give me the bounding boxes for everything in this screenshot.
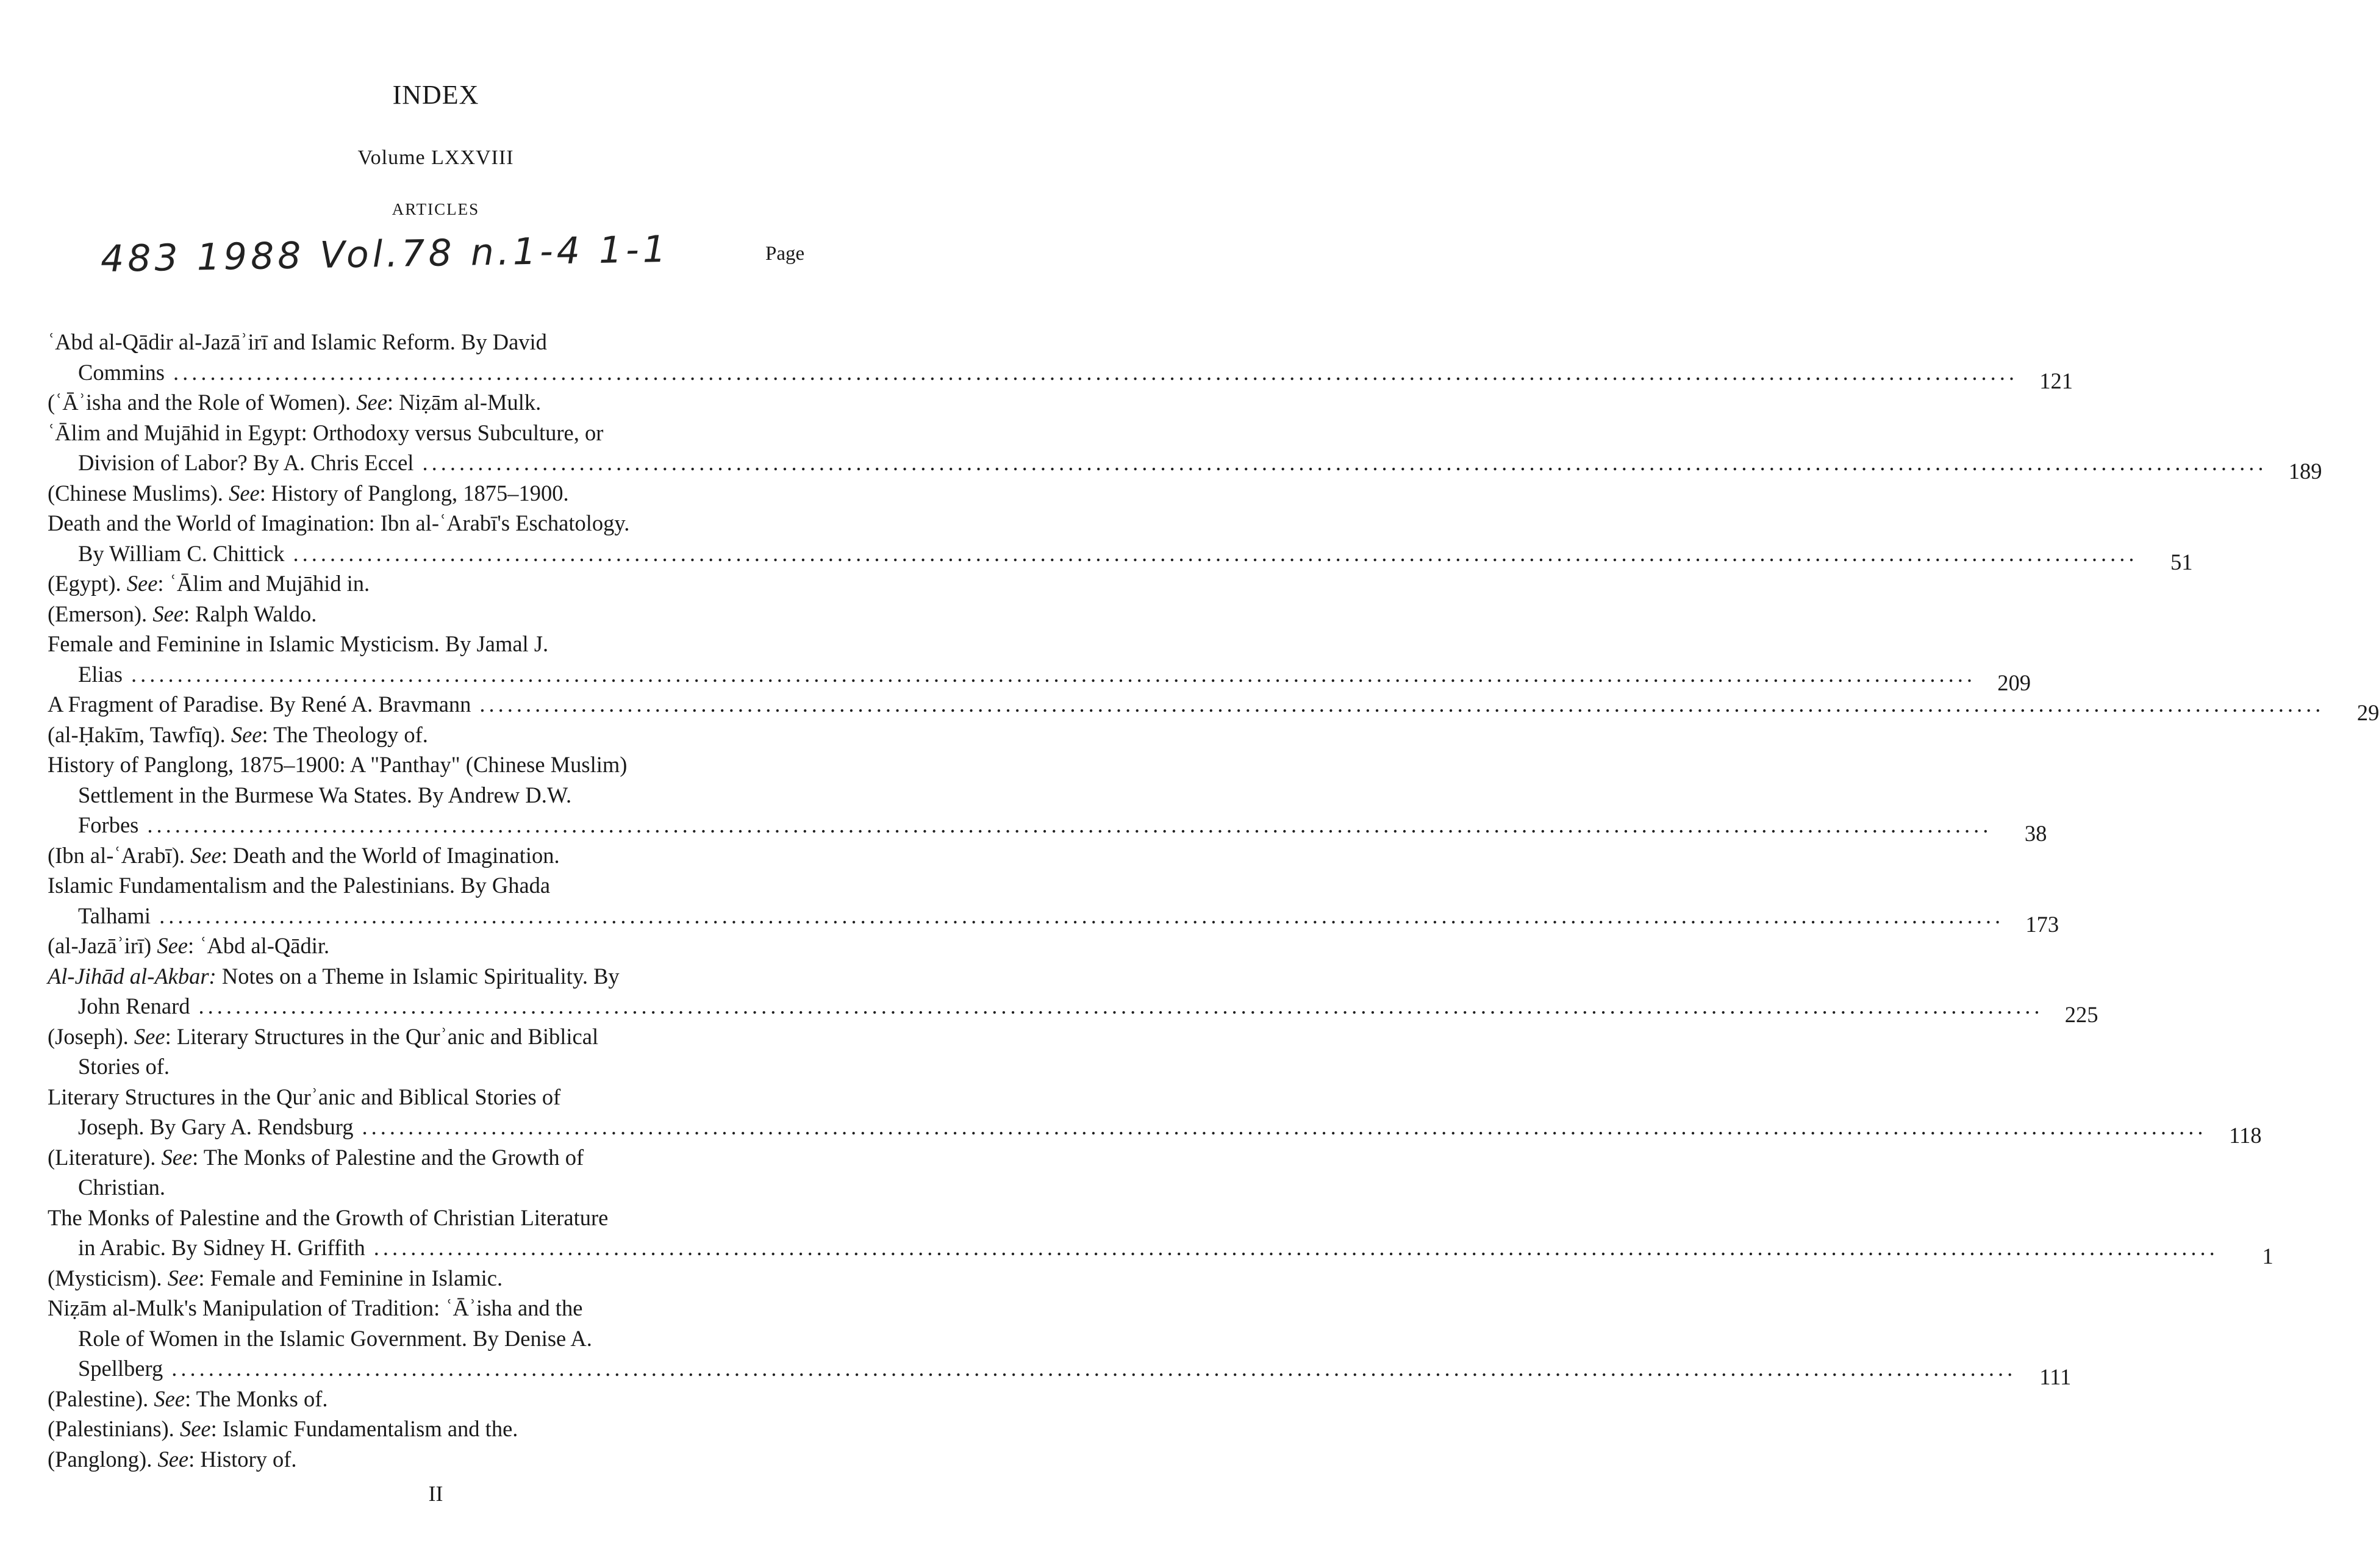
page-reference: 121 xyxy=(2039,368,2073,393)
cross-ref-topic: (Panglong). xyxy=(48,1446,158,1472)
entry-text: ʿĀlim and Mujāhid in Egypt: Orthodoxy versus Subculture, or xyxy=(48,420,604,445)
index-line-text xyxy=(48,873,550,898)
cross-ref-topic: (Ibn al-ʿArabī). xyxy=(48,842,191,868)
dot-leader: ........................................................................................................................................................................................................ xyxy=(131,661,1976,687)
index-line-text xyxy=(48,601,317,626)
page-reference: 38 xyxy=(2024,821,2047,846)
index-line xyxy=(48,901,2059,937)
see-keyword: See xyxy=(167,1265,199,1291)
index-line-text xyxy=(48,1416,518,1441)
index-line-text xyxy=(78,810,138,840)
cross-ref-topic: (al-Ḥakīm, Tawfīq). xyxy=(48,721,231,747)
cross-ref-target: : ʿAbd al-Qādir. xyxy=(187,933,330,958)
cross-ref-target: : The Monks of Palestine and the Growth of xyxy=(192,1144,584,1170)
index-line-text xyxy=(78,901,151,931)
see-keyword: See xyxy=(126,571,158,596)
cross-ref-topic: (al-Jazāʾirī) xyxy=(48,933,157,958)
index-line-text xyxy=(48,933,329,958)
see-keyword: See xyxy=(154,1386,185,1411)
see-keyword: See xyxy=(157,933,188,958)
index-line xyxy=(48,1142,822,1173)
page-title: INDEX xyxy=(392,80,479,110)
index-line xyxy=(48,991,2098,1027)
cross-ref-topic: (Emerson). xyxy=(48,601,153,626)
index-line-text xyxy=(78,357,165,388)
index-line-text xyxy=(48,1265,503,1291)
dot-leader: ........................................................................................................................................................................................................ xyxy=(422,450,2267,475)
index-line-text xyxy=(48,510,629,535)
see-keyword: See xyxy=(231,721,262,747)
index-line-text xyxy=(48,843,560,868)
index-line xyxy=(48,780,822,811)
cross-ref-target: : Ralph Waldo. xyxy=(183,601,317,626)
entry-text: Settlement in the Burmese Wa States. By Andrew D.W. xyxy=(78,782,572,807)
see-keyword: See xyxy=(190,842,221,868)
index-line xyxy=(48,1414,822,1444)
italic-title: Al-Jihād al-Akbar: xyxy=(48,963,216,989)
dot-leader: ........................................................................................................................................................................................................ xyxy=(173,359,2018,385)
entry-text: in Arabic. By Sidney H. Griffith xyxy=(78,1235,365,1260)
dot-leader: ........................................................................................................................................................................................................ xyxy=(147,812,1992,837)
index-line-text xyxy=(48,420,603,445)
index-line-text xyxy=(48,964,620,989)
dot-leader: ........................................................................................................................................................................................................ xyxy=(362,1114,2207,1139)
index-line xyxy=(48,659,2031,695)
page-reference: 225 xyxy=(2064,1002,2098,1027)
index-line-text xyxy=(48,571,370,596)
dot-leader: ........................................................................................................................................................................................................ xyxy=(171,1356,2017,1381)
index-line-text xyxy=(48,631,548,656)
page-reference: 29 xyxy=(2356,700,2379,725)
cross-ref-topic: (Chinese Muslims). xyxy=(48,480,229,506)
index-line xyxy=(48,1323,822,1354)
entry-text: Notes on a Theme in Islamic Spirituality. By xyxy=(216,963,620,989)
cross-ref-target: : Death and the World of Imagination. xyxy=(221,842,560,868)
index-line xyxy=(48,961,822,992)
see-keyword: See xyxy=(229,480,260,506)
index-line xyxy=(48,418,822,448)
entry-text: Commins xyxy=(78,359,165,385)
cross-ref-topic: (ʿĀʾisha and the Role of Women). xyxy=(48,390,357,415)
page-reference: 209 xyxy=(1997,670,2031,695)
index-line-text xyxy=(78,1326,592,1351)
cross-ref-target: : History of. xyxy=(188,1446,297,1472)
index-line xyxy=(48,629,822,659)
entry-text: John Renard xyxy=(78,993,190,1018)
cross-ref-target: : Female and Feminine in Islamic. xyxy=(198,1265,503,1291)
index-line xyxy=(48,720,822,750)
entry-text: Death and the World of Imagination: Ibn al-ʿArabī's Eschatology. xyxy=(48,510,630,535)
index-line xyxy=(48,387,822,418)
see-keyword: See xyxy=(152,601,184,626)
entry-text: Forbes xyxy=(78,812,139,837)
see-keyword: See xyxy=(356,390,387,415)
index-line xyxy=(48,508,822,539)
dot-leader: ........................................................................................................................................................................................................ xyxy=(479,692,2325,717)
entry-text: Female and Feminine in Islamic Mysticism. By Jamal J. xyxy=(48,631,549,656)
index-line-text xyxy=(48,752,627,777)
dot-leader: ........................................................................................................................................................................................................ xyxy=(373,1235,2219,1260)
entry-text: Talhami xyxy=(78,903,151,928)
page-reference: 118 xyxy=(2229,1123,2262,1148)
entry-text: Christian. xyxy=(78,1175,165,1200)
page-reference: 111 xyxy=(2039,1364,2072,1389)
entry-text: The Monks of Palestine and the Growth of Christian Literature xyxy=(48,1205,609,1230)
index-line xyxy=(48,448,2322,484)
page-column-label: Page xyxy=(765,243,805,265)
index-line-text xyxy=(78,782,571,807)
index-line xyxy=(48,931,822,961)
index-line xyxy=(48,539,2193,575)
entry-text: Division of Labor? By A. Chris Eccel xyxy=(78,450,414,475)
index-line-text xyxy=(78,1353,163,1384)
index-line xyxy=(48,1444,822,1475)
cross-ref-topic: (Egypt). xyxy=(48,571,127,596)
index-line-text xyxy=(48,689,471,720)
index-line xyxy=(48,1293,822,1323)
page-reference: 173 xyxy=(2025,911,2059,937)
index-line xyxy=(48,1112,2262,1148)
index-line-text xyxy=(48,390,541,415)
volume-heading: Volume LXXVIII xyxy=(357,146,514,169)
dot-leader: ........................................................................................................................................................................................................ xyxy=(159,903,2005,928)
handwritten-call-number: 483 1988 Vol.78 n.1-4 1-1 xyxy=(100,227,670,281)
page-reference: 51 xyxy=(2170,549,2193,575)
index-line-text xyxy=(48,481,569,506)
cross-ref-target: : Islamic Fundamentalism and the. xyxy=(210,1416,518,1441)
cross-ref-topic: (Joseph). xyxy=(48,1023,134,1049)
index-line-text xyxy=(48,329,547,354)
see-keyword: See xyxy=(134,1023,165,1049)
index-line xyxy=(48,1082,822,1112)
see-keyword: See xyxy=(161,1144,193,1170)
index-line xyxy=(48,1384,822,1414)
cross-ref-topic: (Literature). xyxy=(48,1144,162,1170)
index-line xyxy=(48,1353,2072,1389)
index-line-text xyxy=(78,1233,365,1263)
index-line xyxy=(48,810,2047,846)
index-line xyxy=(48,568,822,599)
index-line-text xyxy=(78,1175,165,1200)
entry-text: ʿAbd al-Qādir al-Jazāʾirī and Islamic Reform. By David xyxy=(48,329,547,354)
index-line-text xyxy=(48,1084,560,1109)
cross-ref-topic: (Mysticism). xyxy=(48,1265,168,1291)
cross-ref-target: : The Monks of. xyxy=(185,1386,328,1411)
entry-text: By William C. Chittick xyxy=(78,540,285,566)
index-line-text xyxy=(48,1447,297,1472)
index-line-text xyxy=(48,1205,608,1230)
index-line xyxy=(48,357,2073,393)
entry-text: Role of Women in the Islamic Government. By Denise A. xyxy=(78,1325,592,1351)
index-line xyxy=(48,327,822,357)
entry-text: History of Panglong, 1875–1900: A "Panthay" (Chinese Muslim) xyxy=(48,752,628,777)
index-line xyxy=(48,599,822,629)
dot-leader: ........................................................................................................................................................................................................ xyxy=(293,540,2138,566)
index-line-text xyxy=(48,722,428,747)
section-heading: ARTICLES xyxy=(392,200,480,218)
entry-text: Niẓām al-Mulk's Manipulation of Tradition: ʿĀʾisha and the xyxy=(48,1295,583,1320)
index-line-text xyxy=(48,1024,598,1049)
index-line xyxy=(48,840,822,871)
cross-ref-target: : Literary Structures in the Qurʾanic and Biblical xyxy=(165,1023,599,1049)
page-reference: 1 xyxy=(2262,1244,2273,1269)
entry-text: A Fragment of Paradise. By René A. Bravmann xyxy=(48,692,471,717)
index-line xyxy=(48,870,822,901)
entry-text: Stories of. xyxy=(78,1054,170,1079)
cross-ref-target: : Niẓām al-Mulk. xyxy=(387,390,542,415)
index-line-text xyxy=(78,659,123,690)
index-line xyxy=(48,1051,822,1082)
entry-text: Joseph. By Gary A. Rendsburg xyxy=(78,1114,354,1139)
index-line-text xyxy=(78,448,413,478)
index-line xyxy=(48,689,2379,725)
index-line xyxy=(48,1203,822,1233)
index-line xyxy=(48,1263,822,1294)
cross-ref-target: : The Theology of. xyxy=(262,721,428,747)
entry-text: Spellberg xyxy=(78,1356,163,1381)
index-line xyxy=(48,478,822,509)
index-line xyxy=(48,1022,822,1052)
index-line xyxy=(48,1172,822,1203)
cross-ref-topic: (Palestine). xyxy=(48,1386,154,1411)
index-line-text xyxy=(78,1112,354,1142)
index-line-text xyxy=(48,1295,582,1320)
entry-text: Elias xyxy=(78,661,123,687)
index-line-text xyxy=(78,1054,170,1079)
cross-ref-target: : History of Panglong, 1875–1900. xyxy=(259,480,569,506)
index-line xyxy=(48,750,822,780)
cross-ref-target: : ʿĀlim and Mujāhid in. xyxy=(157,571,370,596)
page-number: II xyxy=(428,1481,443,1506)
see-keyword: See xyxy=(157,1446,189,1472)
index-line-text xyxy=(48,1145,584,1170)
dot-leader: ........................................................................................................................................................................................................ xyxy=(198,993,2044,1018)
page-reference: 189 xyxy=(2288,459,2322,484)
cross-ref-topic: (Palestinians). xyxy=(48,1416,180,1441)
index-entries xyxy=(48,327,2379,1474)
index-line xyxy=(48,1233,2273,1269)
index-line-text xyxy=(78,539,285,569)
entry-text: Islamic Fundamentalism and the Palestinians. By Ghada xyxy=(48,873,551,898)
index-line-text xyxy=(48,1386,328,1411)
see-keyword: See xyxy=(179,1416,211,1441)
entry-text: Literary Structures in the Qurʾanic and Biblical Stories of xyxy=(48,1084,561,1109)
index-line-text xyxy=(78,991,190,1022)
